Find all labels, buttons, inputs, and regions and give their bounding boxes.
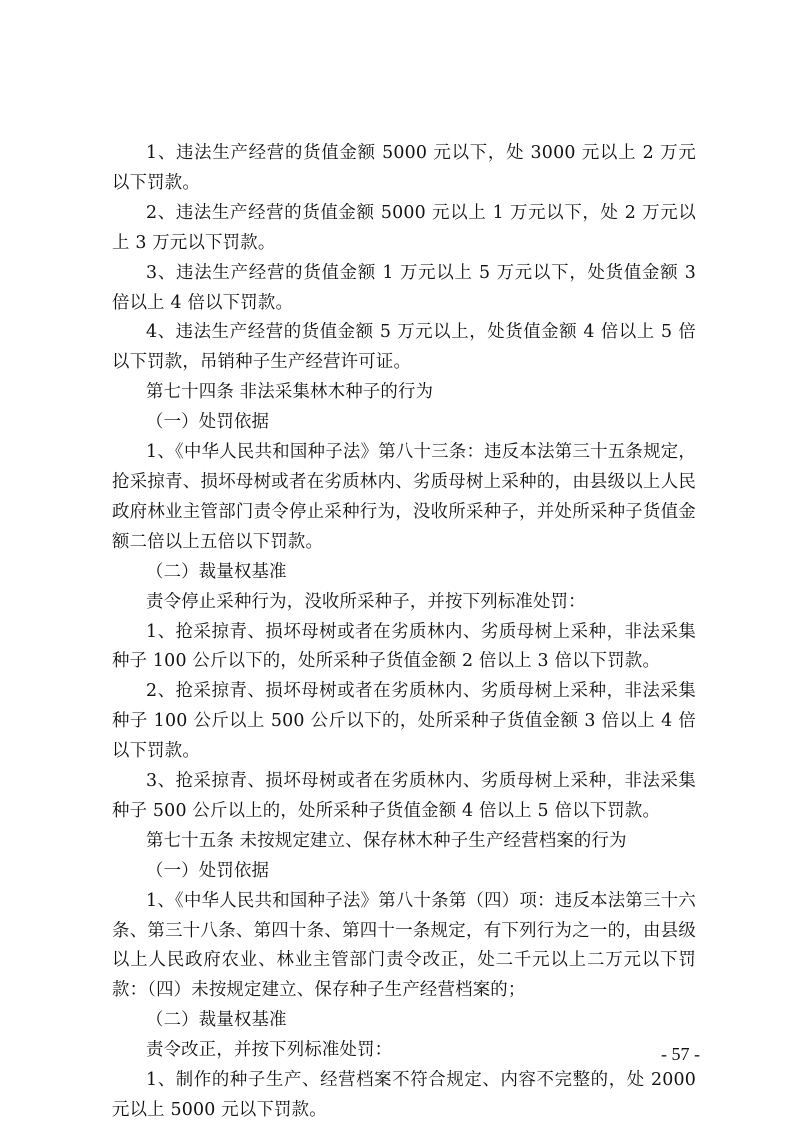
article-74-basis-heading: （一）处罚依据: [146, 412, 270, 433]
article-74-item-2: 2、抢采掠青、损坏母树或者在劣质林内、劣质母树上采种，非法采集种子 100 公斤以上 500 公斤以下的，处所采种子货值金额 3 倍以上 4 倍以下罚款。: [112, 681, 696, 762]
article-75-item-1: 1、制作的种子生产、经营档案不符合规定、内容不完整的，处 2000 元以上 5000 元以下罚款。: [112, 1070, 696, 1120]
article-74-item-1: 1、抢采掠青、损坏母树或者在劣质林内、劣质母树上采种，非法采集种子 100 公斤以下的，处所采种子货值金额 2 倍以上 3 倍以下罚款。: [112, 621, 696, 672]
article-75-basis-text: 1、《中华人民共和国种子法》第八十条第（四）项：违反本法第三十六条、第三十八条、第四十条、第四十一条规定，有下列行为之一的，由县级以上人民政府农业、林业主管部门责令改正，处二千元以上二万元以下罚款：（四）未按规定建立、保存种子生产经营档案的；: [112, 890, 696, 1001]
penalty-item-3: 3、违法生产经营的货值金额 1 万元以上 5 万元以下，处货值金额 3 倍以上 4 倍以下罚款。: [112, 262, 696, 313]
article-75-discretion-intro: 责令改正，并按下列标准处罚：: [146, 1040, 393, 1061]
article-74-basis-text: 1、《中华人民共和国种子法》第八十三条：违反本法第三十五条规定，抢采掠青、损坏母树或者在劣质林内、劣质母树上采种的，由县级以上人民政府林业主管部门责令停止采种行为，没收所采种子，并处所采种子货值金额二倍以上五倍以下罚款。: [112, 442, 696, 552]
penalty-item-1: 1、违法生产经营的货值金额 5000 元以下，处 3000 元以上 2 万元以下罚款。: [112, 143, 696, 193]
article-74-item-3: 3、抢采掠青、损坏母树或者在劣质林内、劣质母树上采种，非法采集种子 500 公斤以上的，处所采种子货值金额 4 倍以上 5 倍以下罚款。: [112, 771, 696, 821]
article-75-basis-heading: （一）处罚依据: [146, 860, 270, 881]
document-body: [112, 139, 696, 1126]
article-74-discretion-heading: （二）裁量权基准: [146, 561, 287, 582]
article-74-discretion-intro: 责令停止采种行为，没收所采种子，并按下列标准处罚：: [146, 591, 586, 612]
penalty-item-4: 4、违法生产经营的货值金额 5 万元以上，处货值金额 4 倍以上 5 倍以下罚款，吊销种子生产经营许可证。: [112, 322, 696, 373]
article-75-heading: 第七十五条 未按规定建立、保存林木种子生产经营档案的行为: [146, 830, 627, 851]
article-75-discretion-heading: （二）裁量权基准: [146, 1010, 287, 1031]
page-number: - 57 -: [661, 1044, 700, 1064]
article-74-heading: 第七十四条 非法采集林木种子的行为: [146, 382, 434, 403]
penalty-item-2: 2、违法生产经营的货值金额 5000 元以上 1 万元以下，处 2 万元以上 3 万元以下罚款。: [112, 202, 696, 253]
